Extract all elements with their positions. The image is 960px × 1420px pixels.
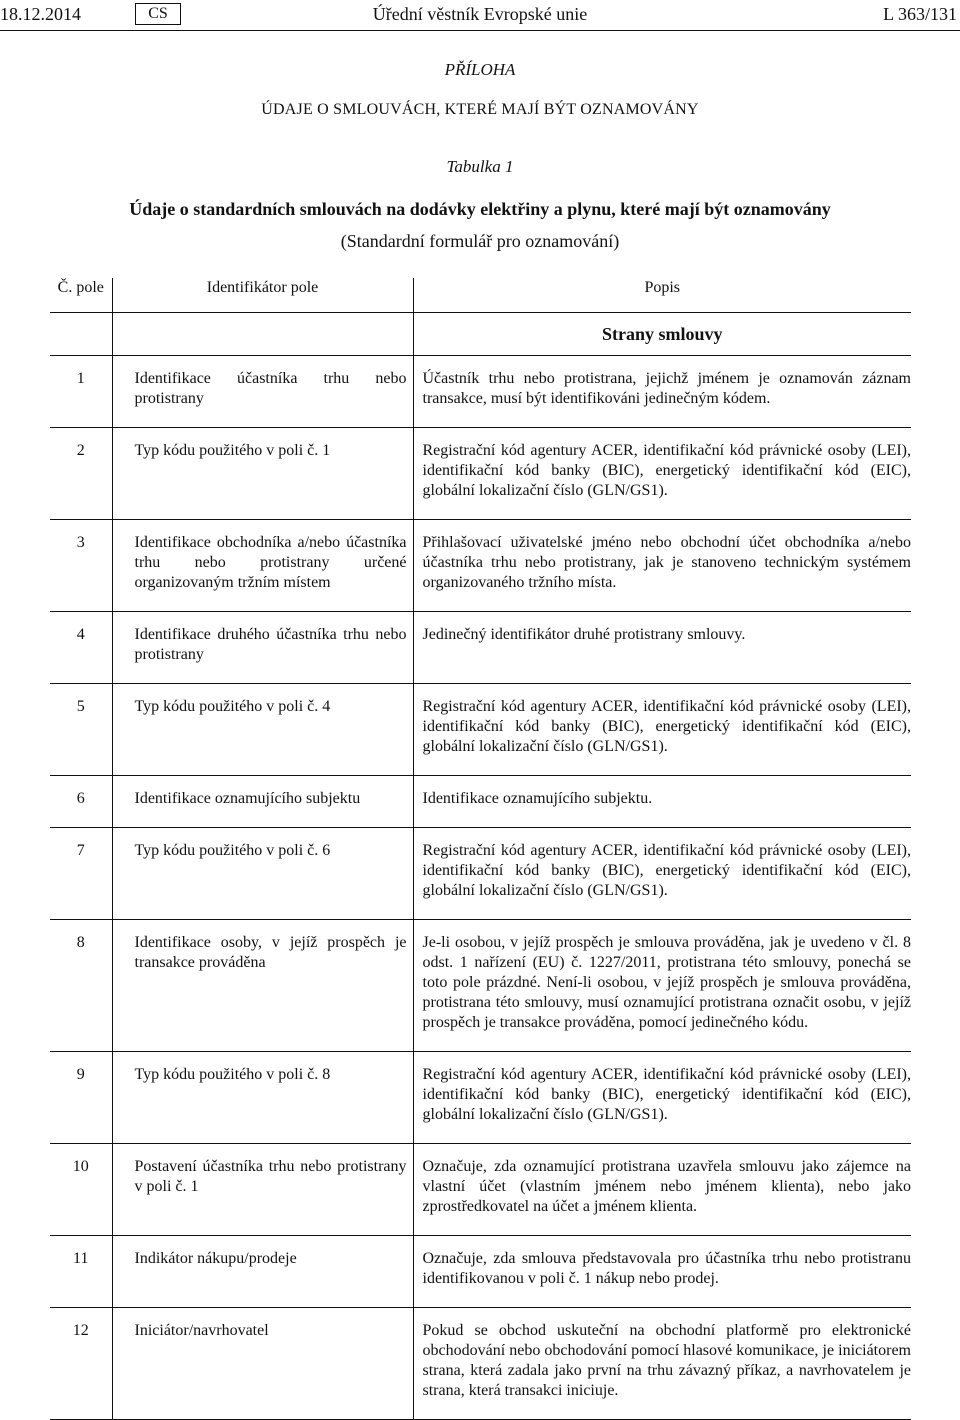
table-row [50,1236,911,1308]
section-row [50,313,911,356]
table-row [50,1052,911,1144]
field-identifier: Identifikace druhého účastníka trhu nebo protistrany [112,612,413,684]
table-row [50,428,911,520]
field-number: 11 [50,1236,112,1308]
field-identifier: Identifikace osoby, v jejíž prospěch je transakce prováděna [112,920,413,1052]
section-spacer [50,313,112,356]
journal-title: Úřední věstník Evropské unie [372,4,588,24]
section-spacer [112,313,413,356]
column-header-description: Popis [413,278,911,313]
field-identifier: Typ kódu použitého v poli č. 6 [112,828,413,920]
column-header-number: Č. pole [50,278,112,313]
field-number: 2 [50,428,112,520]
table-row [50,356,911,428]
publication-date: 18.12.2014 [0,4,81,24]
field-number: 9 [50,1052,112,1144]
field-description: Registrační kód agentury ACER, identifikační kód právnické osoby (LEI), identifikační kód banky (BIC), energetický identifikační kód (EIC), globální lokalizační číslo (GLN/GS1). [413,1052,911,1144]
annex-title: PŘÍLOHA [444,60,516,79]
field-description: Označuje, zda smlouva představovala pro účastníka trhu nebo protistranu identifikovanou v poli č. 1 nákup nebo prodej. [413,1236,911,1308]
field-number: 7 [50,828,112,920]
header-rule [0,30,960,31]
field-number: 5 [50,684,112,776]
field-identifier: Typ kódu použitého v poli č. 4 [112,684,413,776]
field-identifier: Identifikace účastníka trhu nebo protistrany [112,356,413,428]
field-description: Pokud se obchod uskuteční na obchodní platformě pro elektronické obchodování nebo obchodování pomocí hlasové komunikace, je iniciátorem strana, která zadala jako první na trhu závazný příkaz, a navrhovatelem je strana, která transakci iniciuje. [413,1308,911,1420]
section-title: Strany smlouvy [413,313,911,356]
field-number: 6 [50,776,112,828]
table-label: Tabulka 1 [446,157,514,176]
field-number: 3 [50,520,112,612]
field-identifier: Postavení účastníka trhu nebo protistrany v poli č. 1 [112,1144,413,1236]
field-identifier: Typ kódu použitého v poli č. 1 [112,428,413,520]
field-identifier: Iniciátor/navrhovatel [112,1308,413,1420]
field-description: Registrační kód agentury ACER, identifikační kód právnické osoby (LEI), identifikační kód banky (BIC), energetický identifikační kód (EIC), globální lokalizační číslo (GLN/GS1). [413,828,911,920]
table-row [50,612,911,684]
main-title: ÚDAJE O SMLOUVÁCH, KTERÉ MAJÍ BÝT OZNAMOVÁNY [261,101,699,118]
field-description: Registrační kód agentury ACER, identifikační kód právnické osoby (LEI), identifikační kód banky (BIC), energetický identifikační kód (EIC), globální lokalizační číslo (GLN/GS1). [413,684,911,776]
field-description: Registrační kód agentury ACER, identifikační kód právnické osoby (LEI), identifikační kód banky (BIC), energetický identifikační kód (EIC), globální lokalizační číslo (GLN/GS1). [413,428,911,520]
field-description: Je-li osobou, v jejíž prospěch je smlouva prováděna, jak je uvedeno v čl. 8 odst. 1 nařízení (EU) č. 1227/2011, protistrana této smlouvy, ponechá se toto pole prázdné. Není-li osobou, v jejíž prospěch je smlouva prováděna, protistrana této smlouvy, musí oznamující protistrana označit osobu, v jejíž prospěch je transakce prováděna, pomocí jedinečného kódu. [413,920,911,1052]
field-number: 12 [50,1308,112,1420]
table-title: Údaje o standardních smlouvách na dodávky elektřiny a plynu, které mají být oznamovány [129,199,831,219]
table-row [50,920,911,1052]
table-row [50,1144,911,1236]
language-badge: CS [135,3,181,25]
fields-table [50,278,911,1420]
field-number: 4 [50,612,112,684]
table-row [50,776,911,828]
column-header-identifier: Identifikátor pole [112,278,413,313]
field-description: Identifikace oznamujícího subjektu. [413,776,911,828]
field-identifier: Identifikace oznamujícího subjektu [112,776,413,828]
table-subtitle: (Standardní formulář pro oznamování) [340,231,620,251]
table-row [50,828,911,920]
table-row [50,520,911,612]
table-header-row [50,278,911,313]
field-identifier: Indikátor nákupu/prodeje [112,1236,413,1308]
field-number: 8 [50,920,112,1052]
field-description: Účastník trhu nebo protistrana, jejichž jménem je oznamován záznam transakce, musí být identifikováni jedinečným kódem. [413,356,911,428]
table-row [50,1308,911,1420]
table-row [50,684,911,776]
field-identifier: Typ kódu použitého v poli č. 8 [112,1052,413,1144]
field-description: Přihlašovací uživatelské jméno nebo obchodní účet obchodníka a/nebo účastníka trhu nebo protistrany, jak je stanoveno technickým systémem organizovaného tržního místa. [413,520,911,612]
field-identifier: Identifikace obchodníka a/nebo účastníka trhu nebo protistrany určené organizovaným tržním místem [112,520,413,612]
field-number: 1 [50,356,112,428]
field-description: Jedinečný identifikátor druhé protistrany smlouvy. [413,612,911,684]
field-number: 10 [50,1144,112,1236]
field-description: Označuje, zda oznamující protistrana uzavřela smlouvu jako zájemce na vlastní účet (vlastním jménem nebo jménem klienta), nebo jako zprostředkovatel na účet a jménem klienta. [413,1144,911,1236]
page-reference: L 363/131 [883,4,957,24]
journal-header [0,0,960,30]
